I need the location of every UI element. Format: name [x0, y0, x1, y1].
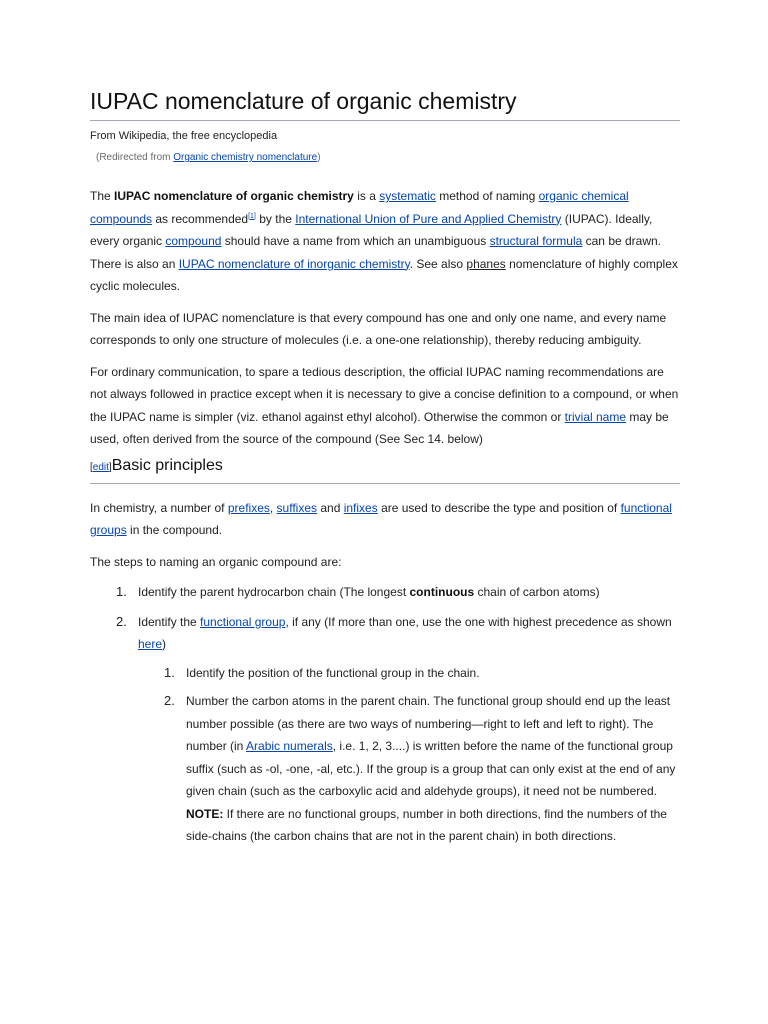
- edit-section-link[interactable]: edit: [92, 461, 109, 473]
- text: can be drawn. There is also an: [90, 234, 662, 271]
- text: Identify the parent hydrocarbon chain (The longest: [138, 585, 410, 599]
- text: ): [162, 637, 167, 651]
- link-prefixes[interactable]: prefixes: [227, 500, 270, 515]
- list-number: 2.: [164, 693, 175, 708]
- list-item: [164, 662, 680, 685]
- link-suffixes[interactable]: suffixes: [276, 500, 318, 515]
- text: and: [317, 500, 344, 515]
- link-inorganic-nomenclature[interactable]: IUPAC nomenclature of inorganic chemistry: [178, 256, 410, 271]
- link-phanes[interactable]: phanes: [466, 256, 506, 271]
- intro-paragraph-1: [90, 185, 680, 298]
- sub-steps-list: [138, 662, 680, 848]
- link-infixes[interactable]: infixes: [343, 500, 378, 515]
- text: as recommended: [152, 211, 249, 226]
- link-iupac-union[interactable]: International Union of Pure and Applied Chemistry: [295, 211, 562, 226]
- list-item: [116, 581, 680, 604]
- note-text: If there are no functional groups, number in both directions, find the numbers of the side-chains (the carbon chains that are not in the parent chain) in both directions.: [186, 806, 667, 843]
- text: ,: [269, 500, 277, 515]
- text: , i.e. 1, 2, 3....) is written before the name of the functional group suffix (such as -ol, -one, -al, etc.). If the group is a group that can only exist at the end of any given chain (such as the carboxylic acid and aldehyde groups), it need not be numbered.: [186, 739, 676, 798]
- text: , if any (If more than one, use the one with highest precedence as shown: [285, 614, 672, 629]
- bold-term: continuous: [409, 585, 475, 599]
- link-compound[interactable]: compound: [165, 234, 222, 248]
- text: should have a name from which an unambiguous: [221, 234, 490, 248]
- note-label: NOTE:: [186, 806, 224, 821]
- link-here[interactable]: here: [138, 637, 163, 651]
- text: nomenclature of highly complex cyclic molecules.: [90, 256, 678, 293]
- text: Identify the position of the functional group in the chain.: [186, 665, 480, 680]
- section-paragraph-1: [90, 497, 680, 542]
- text: In chemistry, a number of: [90, 500, 228, 515]
- text: (IUPAC). Ideally, every organic: [90, 211, 653, 248]
- redirect-suffix: ): [317, 152, 321, 163]
- reference-1[interactable]: [1]: [248, 212, 256, 220]
- section-paragraph-2: The steps to naming an organic compound are:: [90, 554, 342, 569]
- list-number: 1.: [164, 664, 175, 680]
- section-heading-basic-principles: [90, 455, 680, 484]
- text: in the compound.: [126, 523, 223, 537]
- text: chain of carbon atoms): [474, 585, 600, 599]
- link-arabic-numerals[interactable]: Arabic numerals: [246, 739, 333, 753]
- link-systematic[interactable]: systematic: [379, 189, 436, 203]
- article-content: [90, 86, 680, 855]
- text: Identify the: [138, 614, 201, 629]
- text: are used to describe the type and position of: [377, 500, 621, 515]
- list-number: 1.: [116, 584, 127, 599]
- text: by the: [255, 211, 296, 226]
- redirect-notice: [96, 151, 680, 165]
- link-structural-formula[interactable]: structural formula: [489, 234, 583, 248]
- link-organic-chemical-compounds[interactable]: organic chemical compounds: [90, 189, 629, 226]
- list-number: 2.: [116, 613, 127, 629]
- redirect-link[interactable]: Organic chemistry nomenclature: [173, 152, 318, 163]
- list-item: [116, 611, 680, 848]
- bold-term: IUPAC nomenclature of organic chemistry: [114, 189, 354, 203]
- link-functional-group[interactable]: functional group: [200, 614, 286, 629]
- text: may be used, often derived from the source of the compound (See Sec 14. below): [90, 409, 669, 446]
- naming-steps-list: [90, 581, 680, 848]
- edit-bracket-open: [: [90, 461, 93, 473]
- intro-paragraph-2: The main idea of IUPAC nomenclature is that every compound has one and only one name, and every name corresponds to only one structure of molecules (i.e. a one-one relationship), thereby reducing ambiguity.: [90, 310, 667, 347]
- text: For ordinary communication, to spare a tedious description, the official IUPAC naming recommendations are not always followed in practice except when it is necessary to give a concise definition to a compound, or when the IUPAC name is simpler (viz. ethanol against ethyl alcohol). Otherwise the common or: [90, 364, 679, 424]
- text: The: [90, 189, 115, 203]
- list-item: [164, 690, 680, 848]
- text: method of naming: [435, 189, 539, 203]
- text: . See also: [409, 256, 467, 271]
- page-title: IUPAC nomenclature of organic chemistry: [90, 86, 680, 121]
- site-tagline: From Wikipedia, the free encyclopedia: [90, 130, 278, 142]
- link-functional-groups[interactable]: functional groups: [90, 500, 672, 537]
- section-title: Basic principles: [111, 456, 223, 474]
- redirect-prefix: (Redirected from: [96, 152, 174, 163]
- edit-bracket-close: ]: [108, 461, 112, 473]
- text: Number the carbon atoms in the parent chain. The functional group should end up the least number possible (as there are two ways of numbering—right to left and left to right). The number (in: [186, 694, 671, 753]
- intro-paragraph-3: [90, 361, 680, 451]
- link-trivial-name[interactable]: trivial name: [564, 409, 627, 424]
- text: is a: [353, 189, 380, 203]
